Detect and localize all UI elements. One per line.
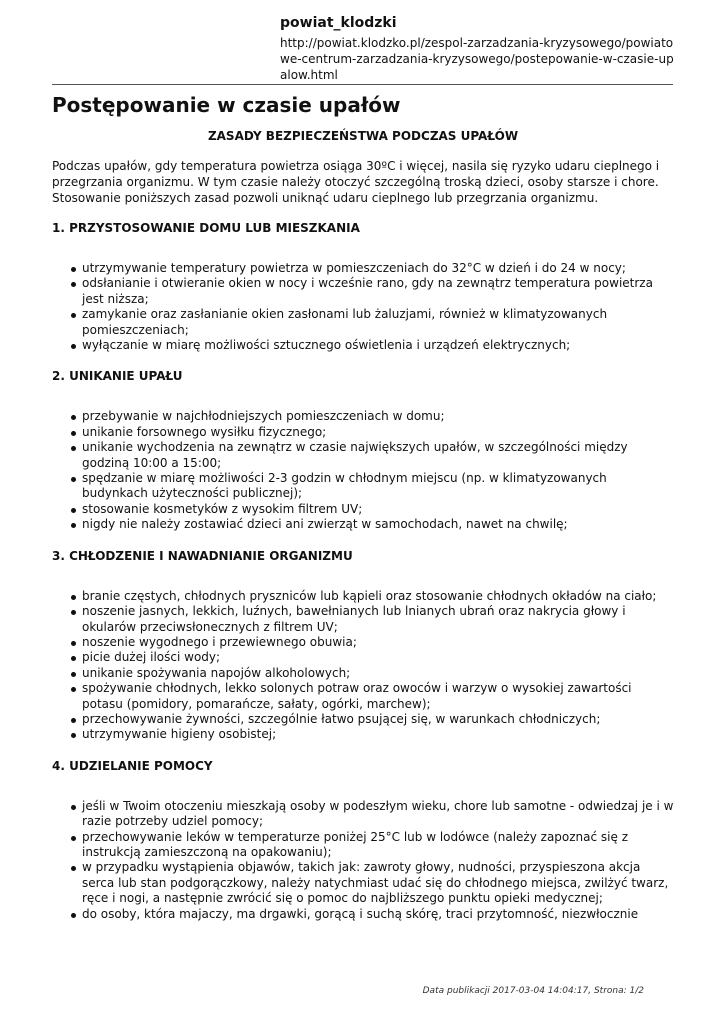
intro-paragraph: Podczas upałów, gdy temperatura powietrza osiąga 30ºC i więcej, nasila się ryzyko udaru cieplnego i przegrzania organizmu. W tym czasie należy otoczyć szczególną troską dzieci, osoby starsze i chore. Stosowanie poniższych zasad pozwoli uniknąć udaru cieplnego lub przegrzania organizmu. xyxy=(52,159,660,205)
list-item: branie częstych, chłodnych pryszniców lub kąpieli oraz stosowanie chłodnych okładów na ciało; xyxy=(52,589,674,604)
list-item: utrzymywanie higieny osobistej; xyxy=(52,727,674,742)
list-item: unikanie forsownego wysiłku fizycznego; xyxy=(52,425,674,440)
section-heading: 2. UNIKANIE UPAŁU xyxy=(52,369,183,384)
list-item: do osoby, która majaczy, ma drgawki, gorącą i suchą skórę, traci przytomność, niezwłocznie xyxy=(52,907,674,922)
page-header xyxy=(280,14,680,83)
list-item: zamykanie oraz zasłanianie okien zasłonami lub żaluzjami, również w klimatyzowanych pomieszczeniach; xyxy=(52,307,674,338)
site-name: powiat_klodzki xyxy=(280,15,397,31)
section-home xyxy=(52,220,674,353)
header-divider xyxy=(52,84,673,85)
list-item: przebywanie w najchłodniejszych pomieszczeniach w domu; xyxy=(52,409,674,424)
article-subtitle: ZASADY BEZPIECZEŃSTWA PODCZAS UPAŁÓW xyxy=(207,129,519,143)
source-url: http://powiat.klodzko.pl/zespol-zarzadzania-kryzysowego/powiatowe-centrum-zarzadzania-kryzysowego/postepowanie-w-czasie-upalow.html xyxy=(280,36,674,82)
section-heading: 1. PRZYSTOSOWANIE DOMU LUB MIESZKANIA xyxy=(52,221,360,235)
section-avoid-heat xyxy=(52,368,674,532)
bullet-list xyxy=(52,799,674,922)
list-item: spędzanie w miarę możliwości 2-3 godzin w chłodnym miejscu (np. w klimatyzowanych budynkach użyteczności publicznej); xyxy=(52,471,674,502)
bullet-list xyxy=(52,261,674,353)
section-cooling xyxy=(52,548,674,743)
list-item: odsłanianie i otwieranie okien w nocy i wcześnie rano, gdy na zewnątrz temperatura powietrza jest niższa; xyxy=(52,276,674,307)
publication-footer: Data publikacji 2017-03-04 14:04:17, Strona: 1/2 xyxy=(422,986,644,996)
list-item: unikanie spożywania napojów alkoholowych; xyxy=(52,666,674,681)
list-item: utrzymywanie temperatury powietrza w pomieszczeniach do 32°C w dzień i do 24 w nocy; xyxy=(52,261,674,276)
list-item: wyłączanie w miarę możliwości sztucznego oświetlenia i urządzeń elektrycznych; xyxy=(52,338,674,353)
page-title: Postępowanie w czasie upałów xyxy=(52,93,401,117)
list-item: spożywanie chłodnych, lekko solonych potraw oraz owoców i warzyw o wysokiej zawartości potasu (pomidory, pomarańcze, sałaty, ogórki, marchew); xyxy=(52,681,674,712)
section-help xyxy=(52,758,674,922)
bullet-list xyxy=(52,409,674,532)
section-heading: 4. UDZIELANIE POMOCY xyxy=(52,758,213,773)
article xyxy=(52,93,674,937)
list-item: przechowywanie żywności, szczególnie łatwo psującej się, w warunkach chłodniczych; xyxy=(52,712,674,727)
list-item: noszenie jasnych, lekkich, luźnych, bawełnianych lub lnianych ubrań oraz nakrycia głowy i okularów przeciwsłonecznych z filtrem UV; xyxy=(52,604,674,635)
list-item: przechowywanie leków w temperaturze poniżej 25°C lub w lodówce (należy zapoznać się z instrukcją zamieszczoną na opakowaniu); xyxy=(52,830,674,861)
list-item: jeśli w Twoim otoczeniu mieszkają osoby w podeszłym wieku, chore lub samotne - odwiedzaj je i w razie potrzeby udziel pomocy; xyxy=(52,799,674,830)
list-item: stosowanie kosmetyków z wysokim filtrem UV; xyxy=(52,502,674,517)
list-item: nigdy nie należy zostawiać dzieci ani zwierząt w samochodach, nawet na chwilę; xyxy=(52,517,674,532)
list-item: picie dużej ilości wody; xyxy=(52,650,674,665)
list-item: unikanie wychodzenia na zewnątrz w czasie największych upałów, w szczególności między godziną 10:00 a 15:00; xyxy=(52,440,674,471)
list-item: w przypadku wystąpienia objawów, takich jak: zawroty głowy, nudności, przyspieszona akcja serca lub stan podgorączkowy, należy natychmiast udać się do chłodnego miejsca, zwilżyć twarz, ręce i nogi, a następnie zwrócić się o pomoc do najbliższego punktu opieki medycznej; xyxy=(52,860,674,906)
section-heading: 3. CHŁODZENIE I NAWADNIANIE ORGANIZMU xyxy=(52,548,353,563)
list-item: noszenie wygodnego i przewiewnego obuwia; xyxy=(52,635,674,650)
bullet-list xyxy=(52,589,674,743)
